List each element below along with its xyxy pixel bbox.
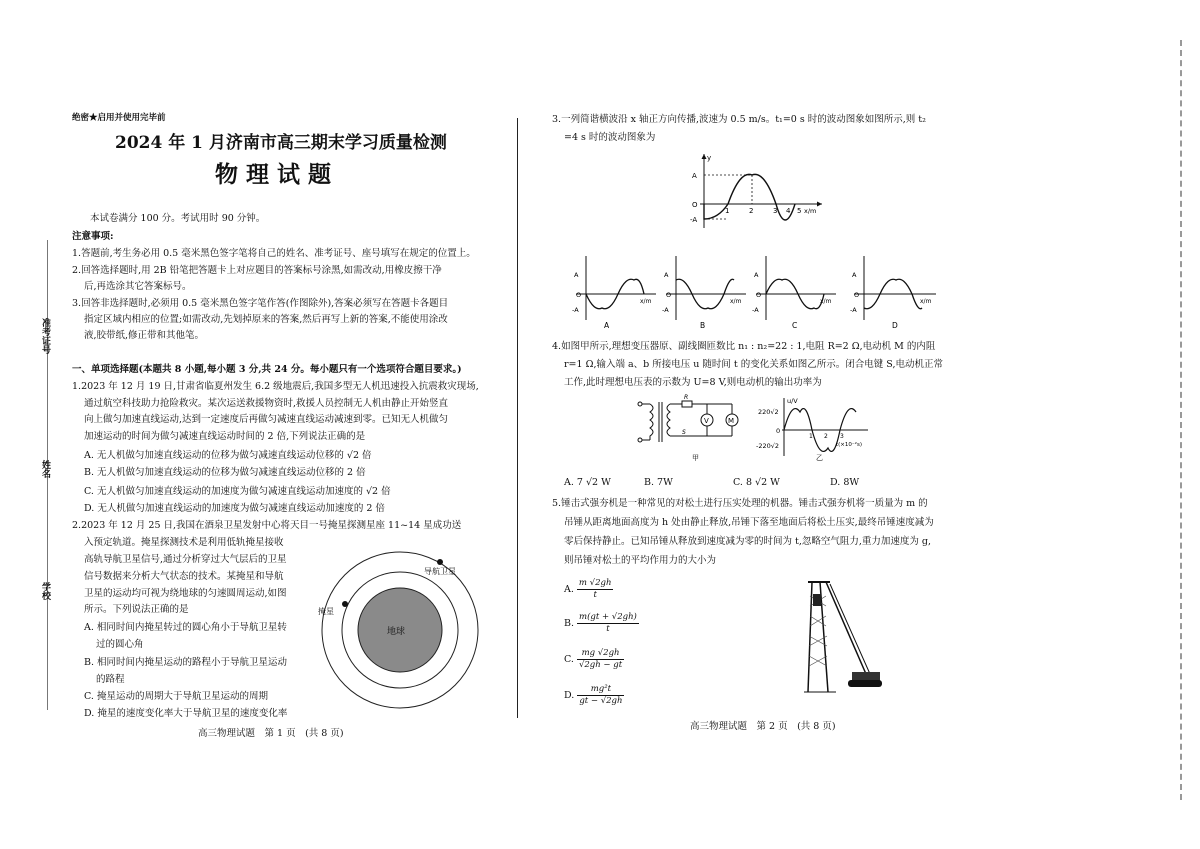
svg-text:A: A (574, 271, 579, 279)
choice-label: C (792, 321, 798, 330)
school-label: 学校 (40, 582, 50, 600)
name-label: 姓名 (40, 460, 50, 478)
footer-page-2: 高三物理试题 第 2 页 (共 8 页) (690, 721, 836, 732)
svg-text:3: 3 (773, 207, 778, 215)
q3-choice-c[interactable] (750, 250, 840, 330)
svg-text:A: A (754, 271, 759, 279)
q4-stem: 4.如图甲所示,理想变压器原、副线圈匝数比 n₁ : n₂=22 : 1,电阻 R=2 Ω,电动机 M 的内阻 (552, 341, 936, 352)
right-edge-dashes (1180, 40, 1182, 800)
svg-text:t(×10⁻²s): t(×10⁻²s) (836, 442, 863, 448)
section-1-heading: 一、单项选择题(本题共 8 小题,每小题 3 分,共 24 分。每小题只有一个选项符合题目要求。) (72, 364, 462, 375)
svg-text:x/m: x/m (920, 298, 932, 305)
q4-option-a[interactable]: A. 7 √2 W (564, 477, 611, 488)
svg-text:M: M (728, 417, 735, 425)
q1-stem: 加速运动的时间为做匀减速直线运动时间的 2 倍,下列说法正确的是 (84, 431, 366, 442)
note-line: 后,再选涂其它答案标号。 (84, 281, 192, 292)
svg-text:-A: -A (572, 306, 579, 314)
nav-satellite-label: 导航卫星 (424, 567, 456, 576)
svg-text:x/m: x/m (820, 298, 832, 305)
q4-stem: r=1 Ω,输入端 a、b 所接电压 u 随时间 t 的变化关系如图乙所示。闭合电键 S,电动机正常 (564, 359, 943, 370)
svg-text:-A: -A (850, 306, 857, 314)
svg-text:S: S (682, 429, 686, 436)
svg-text:-220√2: -220√2 (756, 442, 780, 450)
svg-text:2: 2 (824, 433, 828, 440)
q3-stem: 3.一列简谐横波沿 x 轴正方向传播,波速为 0.5 m/s。t₁=0 s 时的波动图象如图所示,则 t₂ (552, 114, 926, 125)
q5-stem: 5.锤击式强夯机是一种常见的对松土进行压实处理的机器。锤击式强夯机将一质量为 m 的 (552, 498, 928, 509)
q2-option-c: C. 掩星运动的周期大于导航卫星运动的周期 (84, 691, 268, 702)
q4-stem: 工作,此时理想电压表的示数为 U=8 V,则电动机的输出功率为 (564, 377, 822, 388)
q5-option-d[interactable]: D. $\frac{\text{mg²t}}{gt - √2gh}$ (564, 684, 623, 706)
svg-text:5: 5 (797, 207, 802, 215)
nav-satellite-dot (437, 559, 443, 565)
svg-text:O: O (756, 291, 762, 299)
q1-option-a: A. 无人机做匀加速直线运动的位移为做匀减速直线运动位移的 √2 倍 (84, 450, 372, 461)
q4-circuit-figure (632, 394, 742, 464)
svg-text:y: y (707, 154, 712, 162)
svg-text:u/V: u/V (787, 397, 798, 405)
svg-text:2: 2 (749, 207, 754, 215)
choice-label: D (892, 321, 898, 330)
q2-stem: 2.2023 年 12 月 25 日,我国在酒泉卫星发射中心将天目一号掩星探测星座 11~14 星成功送 (72, 520, 462, 531)
svg-text:-A: -A (690, 216, 698, 224)
q5-option-c[interactable]: C. $\frac{mg √2gh}{√2gh - gt}$ (564, 648, 623, 670)
svg-text:-A: -A (662, 306, 669, 314)
q1-option-d: D. 无人机做匀加速直线运动的加速度为做匀减速直线运动加速度的 2 倍 (84, 503, 385, 514)
svg-text:A: A (852, 271, 857, 279)
svg-text:x/m: x/m (804, 207, 817, 215)
svg-text:220√2: 220√2 (758, 408, 779, 416)
note-line: 1.答题前,考生务必用 0.5 毫米黑色签字笔将自己的姓名、准考证号、座号填写在规定的位置上。 (72, 248, 476, 259)
q5-stem: 零后保持静止。已知吊锤从释放到速度减为零的时间为 t,忽略空气阻力,重力加速度为 g, (564, 536, 931, 547)
svg-text:A: A (692, 172, 697, 180)
secret-label: 绝密★启用并使用完毕前 (72, 113, 166, 123)
orbit-figure (308, 548, 498, 720)
q5-stem: 则吊锤对松土的平均作用力的大小为 (564, 555, 717, 566)
exam-no-label: 准考证号 (40, 318, 50, 354)
q2-option-a-cont: 过的圆心角 (96, 639, 144, 650)
q1-option-c: C. 无人机做匀加速直线运动的加速度为做匀减速直线运动加速度的 √2 倍 (84, 486, 391, 497)
q2-stem: 入预定轨道。掩星探测技术是利用低轨掩星接收 (84, 537, 284, 548)
svg-text:O: O (692, 201, 698, 209)
svg-text:O: O (666, 291, 672, 299)
q3-choice-d[interactable] (848, 250, 940, 330)
earth-label: 地球 (387, 627, 406, 637)
note-line: 3.回答非选择题时,必须用 0.5 毫米黑色签字笔作答(作图除外),答案必须写在答题卡各题目 (72, 298, 449, 309)
note-line: 2.回答选择题时,用 2B 铅笔把答题卡上对应题目的答案标号涂黑,如需改动,用橡皮擦干净 (72, 265, 442, 276)
q5-option-b[interactable]: B. $\frac{m(gt + √2gh)}{t}$ (564, 612, 637, 634)
q2-stem: 信号数据来分析大气状态的技术。某掩星和导航 (84, 571, 284, 582)
q3-stem: =4 s 时的波动图象为 (564, 132, 656, 143)
exam-info: 本试卷满分 100 分。考试用时 90 分钟。 (90, 213, 266, 224)
svg-text:O: O (854, 291, 860, 299)
q1-stem: 1.2023 年 12 月 19 日,甘肃省临夏州发生 6.2 级地震后,我国多型无人机迅速投入抗震救灾现场, (72, 381, 479, 392)
q1-stem: 向上做匀加速直线运动,达到一定速度后再做匀减速直线运动减速到零。已知无人机做匀 (84, 414, 449, 425)
note-line: 液,胶带纸,修正带和其他笔。 (84, 330, 205, 341)
q4-option-c[interactable]: C. 8 √2 W (733, 477, 780, 488)
svg-text:1: 1 (725, 207, 730, 215)
q2-stem: 高轨导航卫星信号,通过分析穿过大气层后的卫星 (84, 554, 287, 565)
svg-text:R: R (684, 394, 689, 401)
q3-choice-b[interactable] (660, 250, 750, 330)
svg-text:V: V (704, 417, 709, 425)
q2-stem: 卫星的运动均可视为绕地球的匀速圆周运动,如图 (84, 588, 287, 599)
svg-text:-A: -A (752, 306, 759, 314)
svg-text:4: 4 (786, 207, 791, 215)
footer-page-1: 高三物理试题 第 1 页 (共 8 页) (198, 728, 344, 739)
exam-title: 2024 年 1 月济南市高三期末学习质量检测 (115, 133, 447, 153)
svg-text:A: A (664, 271, 669, 279)
q5-stem: 吊锤从距离地面高度为 h 处由静止释放,吊锤下落至地面后将松土压实,最终吊锤速度减为 (564, 517, 934, 528)
occultation-satellite-dot (342, 601, 348, 607)
q2-option-d: D. 掩星的速度变化率大于导航卫星的速度变化率 (84, 708, 288, 719)
crane-figure (796, 576, 886, 698)
q5-option-a[interactable]: A. $\frac{m √2gh}{t}$ (564, 578, 612, 600)
svg-text:0: 0 (776, 427, 781, 435)
occultation-satellite-label: 掩星 (318, 607, 334, 616)
svg-text:O: O (576, 291, 582, 299)
q2-option-b-cont: 的路程 (96, 674, 125, 685)
svg-text:3: 3 (840, 433, 844, 440)
q2-option-a: A. 相同时间内掩星转过的圆心角小于导航卫星转 (84, 622, 287, 633)
svg-text:1: 1 (809, 433, 813, 440)
q2-option-b: B. 相同时间内掩星运动的路程小于导航卫星运动 (84, 657, 288, 668)
q4-voltage-figure (756, 394, 876, 464)
svg-text:x/m: x/m (640, 298, 652, 305)
q3-choice-a[interactable] (570, 250, 660, 330)
notes-heading: 注意事项: (72, 231, 114, 242)
page-divider (517, 118, 518, 718)
q1-stem: 通过航空科技助力抢险救灾。某次运送救援物资时,救援人员控制无人机由静止开始竖直 (84, 398, 449, 409)
q1-option-b: B. 无人机做匀加速直线运动的位移为做匀减速直线运动位移的 2 倍 (84, 467, 366, 478)
q4-option-d[interactable]: D. 8W (830, 477, 860, 488)
q3-main-wave (680, 150, 830, 232)
figure-label-yi: 乙 (816, 454, 823, 462)
note-line: 指定区域内相应的位置;如需改动,先划掉原来的答案,然后再写上新的答案,不能使用涂改 (84, 314, 448, 325)
q2-stem: 所示。下列说法正确的是 (84, 604, 189, 615)
choice-label: A (604, 321, 610, 330)
svg-text:x/m: x/m (730, 298, 742, 305)
figure-label-jia: 甲 (692, 454, 699, 462)
choice-label: B (700, 321, 706, 330)
subject-title: 物 理 试 题 (215, 161, 332, 188)
q4-option-b[interactable]: B. 7W (644, 477, 673, 488)
